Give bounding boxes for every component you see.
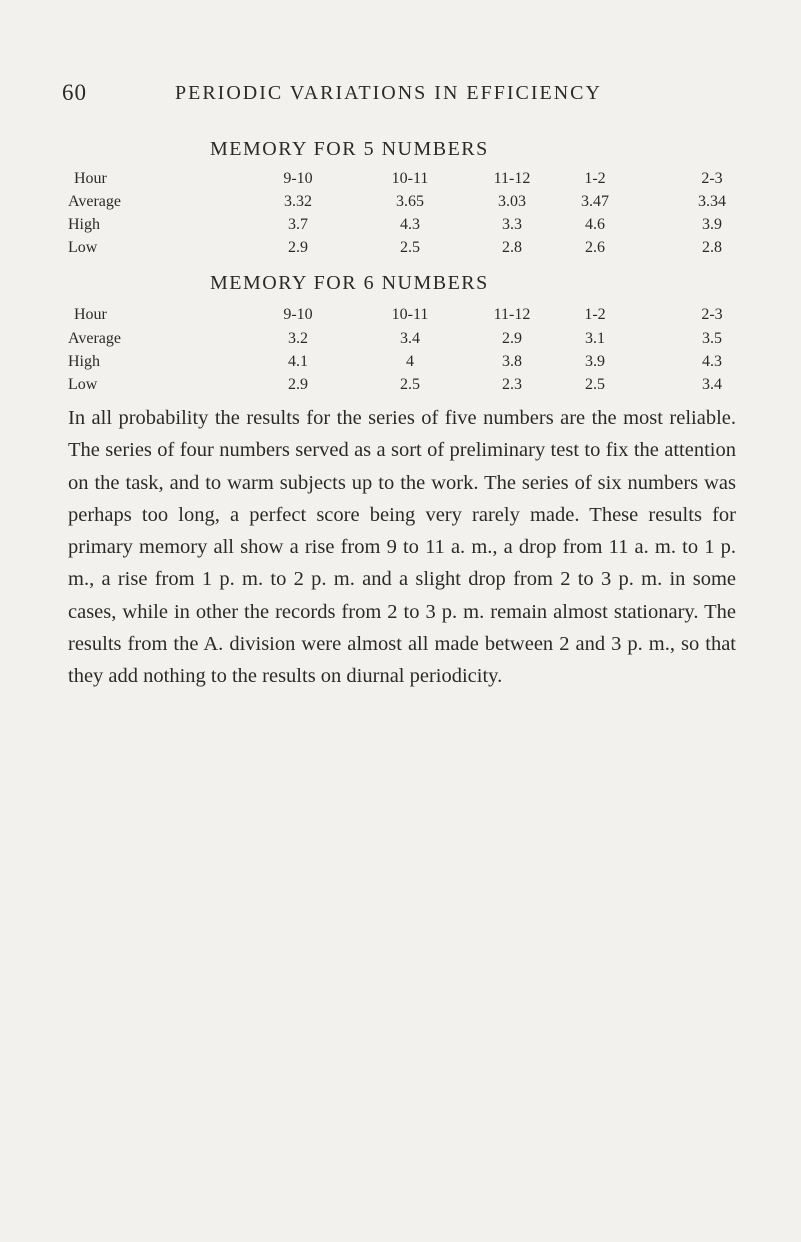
table-cell: 3.2 bbox=[288, 330, 308, 347]
row-label: Hour bbox=[74, 306, 107, 323]
row-label: Average bbox=[68, 193, 121, 210]
row-label: High bbox=[68, 353, 100, 370]
table-cell: 2.3 bbox=[502, 376, 522, 393]
table-cell: 11-12 bbox=[493, 306, 531, 323]
table-cell: 4 bbox=[406, 353, 414, 370]
row-label: Low bbox=[68, 376, 98, 393]
running-title: PERIODIC VARIATIONS IN EFFICIENCY bbox=[175, 82, 602, 104]
table-cell: 10-11 bbox=[391, 306, 429, 323]
table-cell: 2.5 bbox=[585, 376, 605, 393]
table-cell: 2.5 bbox=[400, 376, 420, 393]
table-row bbox=[0, 239, 801, 261]
table-cell: 3.9 bbox=[585, 353, 605, 370]
table-cell: 2.9 bbox=[502, 330, 522, 347]
table-cell: 3.5 bbox=[702, 330, 722, 347]
page-number: 60 bbox=[62, 80, 87, 105]
table-cell: 9-10 bbox=[283, 306, 313, 323]
table-cell: 3.7 bbox=[288, 216, 308, 233]
table-cell: 3.1 bbox=[585, 330, 605, 347]
table-cell: 2.6 bbox=[585, 239, 605, 256]
table-cell: 2.8 bbox=[502, 239, 522, 256]
table-title-5-numbers: MEMORY FOR 5 NUMBERS bbox=[210, 138, 489, 160]
table-title-6-numbers: MEMORY FOR 6 NUMBERS bbox=[210, 272, 489, 294]
table-row bbox=[0, 170, 801, 192]
row-label: Low bbox=[68, 239, 98, 256]
table-cell: 1-2 bbox=[584, 170, 606, 187]
table-cell: 2.8 bbox=[702, 239, 722, 256]
table-cell: 2.9 bbox=[288, 239, 308, 256]
table-cell: 3.03 bbox=[498, 193, 526, 210]
table-cell: 2.9 bbox=[288, 376, 308, 393]
table-cell: 3.4 bbox=[400, 330, 420, 347]
table-row bbox=[0, 216, 801, 238]
table-cell: 1-2 bbox=[584, 306, 606, 323]
table-cell: 3.34 bbox=[698, 193, 726, 210]
table-cell: 3.32 bbox=[284, 193, 312, 210]
table-cell: 10-11 bbox=[391, 170, 429, 187]
table-cell: 3.9 bbox=[702, 216, 722, 233]
table-cell: 2-3 bbox=[701, 306, 723, 323]
row-label: Hour bbox=[74, 170, 107, 187]
table-cell: 3.8 bbox=[502, 353, 522, 370]
row-label: High bbox=[68, 216, 100, 233]
table-cell: 3.4 bbox=[702, 376, 722, 393]
table-cell: 3.47 bbox=[581, 193, 609, 210]
table-cell: 4.3 bbox=[702, 353, 722, 370]
table-cell: 3.3 bbox=[502, 216, 522, 233]
table-row bbox=[0, 193, 801, 215]
table-cell: 2.5 bbox=[400, 239, 420, 256]
row-label: Average bbox=[68, 330, 121, 347]
table-row bbox=[0, 330, 801, 352]
table-row bbox=[0, 306, 801, 328]
table-cell: 2-3 bbox=[701, 170, 723, 187]
table-row bbox=[0, 376, 801, 398]
table-cell: 11-12 bbox=[493, 170, 531, 187]
table-cell: 4.1 bbox=[288, 353, 308, 370]
table-cell: 3.65 bbox=[396, 193, 424, 210]
table-cell: 4.3 bbox=[400, 216, 420, 233]
table-row bbox=[0, 353, 801, 375]
table-cell: 9-10 bbox=[283, 170, 313, 187]
table-cell: 4.6 bbox=[585, 216, 605, 233]
body-paragraph: In all probability the results for the series of five numbers are the most reliable. The series of four numbers served as a sort of preliminary test to fix the attention on the task, and to warm subjects up to the work. The series of six numbers was perhaps too long, a perfect score being very rarely made. These results for primary memory all show a rise from 9 to 11 a. m., a drop from 11 a. m. to 1 p. m., a rise from 1 p. m. to 2 p. m. and a slight drop from 2 to 3 p. m. in some cases, while in other the records from 2 to 3 p. m. remain almost stationary. The results from the A. division were almost all made between 2 and 3 p. m., so that they add nothing to the results on diurnal periodicity. bbox=[68, 407, 736, 688]
